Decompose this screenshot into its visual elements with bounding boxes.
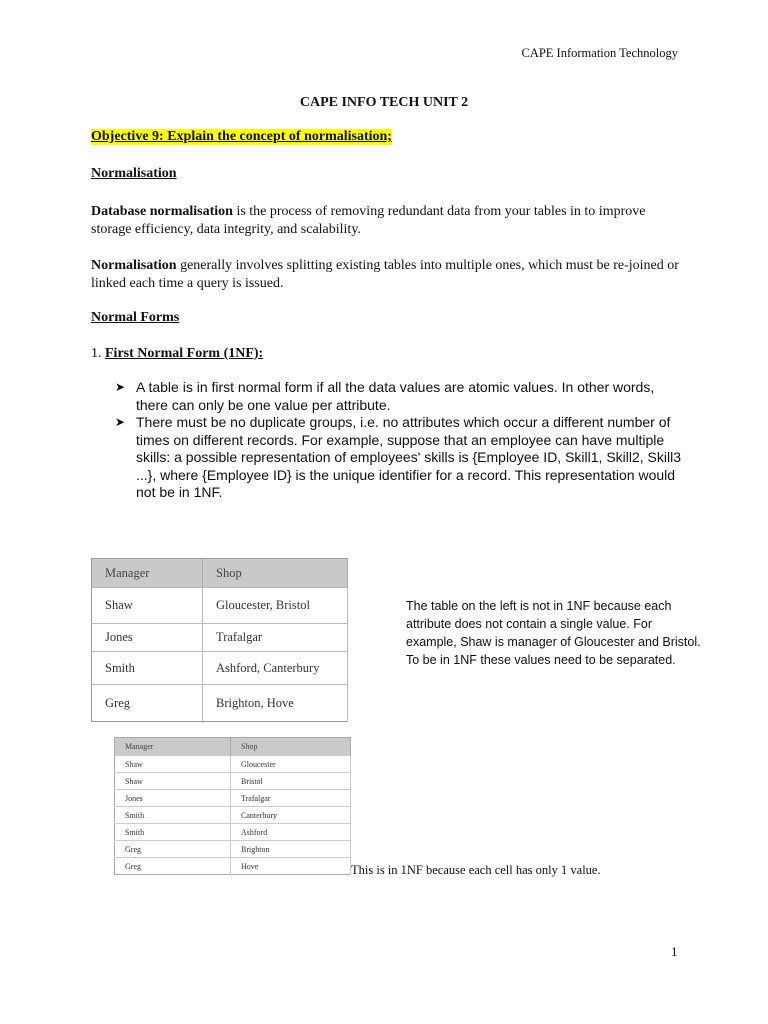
- document-title: CAPE INFO TECH UNIT 2: [299, 95, 469, 110]
- first-normal-form-label: First Normal Form (1NF):: [105, 346, 264, 361]
- arrowhead-bullet-icon: ➤: [115, 380, 126, 394]
- table-1nf: [114, 737, 351, 875]
- first-normal-form-heading: [91, 346, 263, 362]
- cell-manager: Smith: [115, 807, 231, 824]
- table-header-row: [92, 559, 348, 588]
- cell-shop: Trafalgar: [231, 790, 351, 807]
- bullet-list: [115, 379, 685, 502]
- bullet-item: [115, 379, 685, 414]
- table-row: [115, 824, 351, 841]
- arrowhead-bullet-icon: ➤: [115, 415, 126, 429]
- table-1nf-caption: This is in 1NF because each cell has only 1 value.: [351, 863, 601, 877]
- column-header-manager: Manager: [115, 738, 231, 756]
- cell-shop: Brighton: [231, 841, 351, 858]
- column-header-shop: Shop: [231, 738, 351, 756]
- table-row: [92, 588, 348, 624]
- paragraph-database-normalisation: [91, 203, 681, 239]
- cell-manager: Jones: [115, 790, 231, 807]
- cell-manager: Greg: [115, 841, 231, 858]
- paragraph-text: generally involves splitting existing tables into multiple ones, which must be re-joined or linked each time a query is issued.: [91, 258, 679, 291]
- column-header-shop: Shop: [203, 559, 348, 588]
- side-note: The table on the left is not in 1NF because each attribute does not contain a single value. For example, Shaw is manager of Gloucester and Bristol. To be in 1NF these values need to be separated.: [406, 599, 701, 667]
- cell-manager: Greg: [115, 858, 231, 875]
- cell-shop: Brighton, Hove: [203, 685, 348, 722]
- bullet-text: A table is in first normal form if all the data values are atomic values. In other words, there can only be one value per attribute.: [136, 379, 655, 413]
- column-header-manager: Manager: [92, 559, 203, 588]
- cell-shop: Ashford: [231, 824, 351, 841]
- page-header: CAPE Information Technology: [521, 46, 678, 60]
- paragraph-normalisation: [91, 257, 681, 293]
- table-row: [92, 685, 348, 722]
- cell-shop: Canterbury: [231, 807, 351, 824]
- cell-shop: Ashford, Canterbury: [203, 652, 348, 685]
- normalisation-heading: Normalisation: [91, 166, 177, 181]
- table-row: [115, 807, 351, 824]
- normal-forms-heading: Normal Forms: [91, 310, 180, 325]
- cell-shop: Trafalgar: [203, 624, 348, 652]
- paragraph-text: is the process of removing redundant data from your tables in to improve storage efficiency, data integrity, and scalability.: [91, 204, 646, 237]
- objective-heading: Objective 9: Explain the concept of normalisation;: [91, 129, 392, 144]
- table-header-row: [115, 738, 351, 756]
- table-row: [115, 858, 351, 875]
- table-row: [115, 756, 351, 773]
- cell-manager: Greg: [92, 685, 203, 722]
- cell-manager: Shaw: [115, 756, 231, 773]
- page-number: 1: [671, 944, 678, 959]
- cell-shop: Bristol: [231, 773, 351, 790]
- cell-manager: Smith: [115, 824, 231, 841]
- cell-manager: Jones: [92, 624, 203, 652]
- cell-manager: Smith: [92, 652, 203, 685]
- table-row: [92, 652, 348, 685]
- cell-shop: Gloucester, Bristol: [203, 588, 348, 624]
- cell-shop: Gloucester: [231, 756, 351, 773]
- table-row: [92, 624, 348, 652]
- term-database-normalisation: Database normalisation: [91, 204, 233, 219]
- table-row: [115, 773, 351, 790]
- bullet-text: There must be no duplicate groups, i.e. no attributes which occur a different number of times on different records. For example, suppose that an employee can have multiple skills: a possible representation of employees' skills is {Employee ID, Skill1, Skill2, Skill3 ...}, where {Employee ID} is the unique identifier for a record. This representation would not be in 1NF.: [136, 414, 682, 500]
- cell-shop: Hove: [231, 858, 351, 875]
- term-normalisation: Normalisation: [91, 258, 177, 273]
- list-number: 1.: [91, 346, 102, 361]
- cell-manager: Shaw: [115, 773, 231, 790]
- table-row: [115, 841, 351, 858]
- bullet-item: [115, 414, 685, 502]
- table-row: [115, 790, 351, 807]
- table-not-1nf: [91, 558, 348, 722]
- cell-manager: Shaw: [92, 588, 203, 624]
